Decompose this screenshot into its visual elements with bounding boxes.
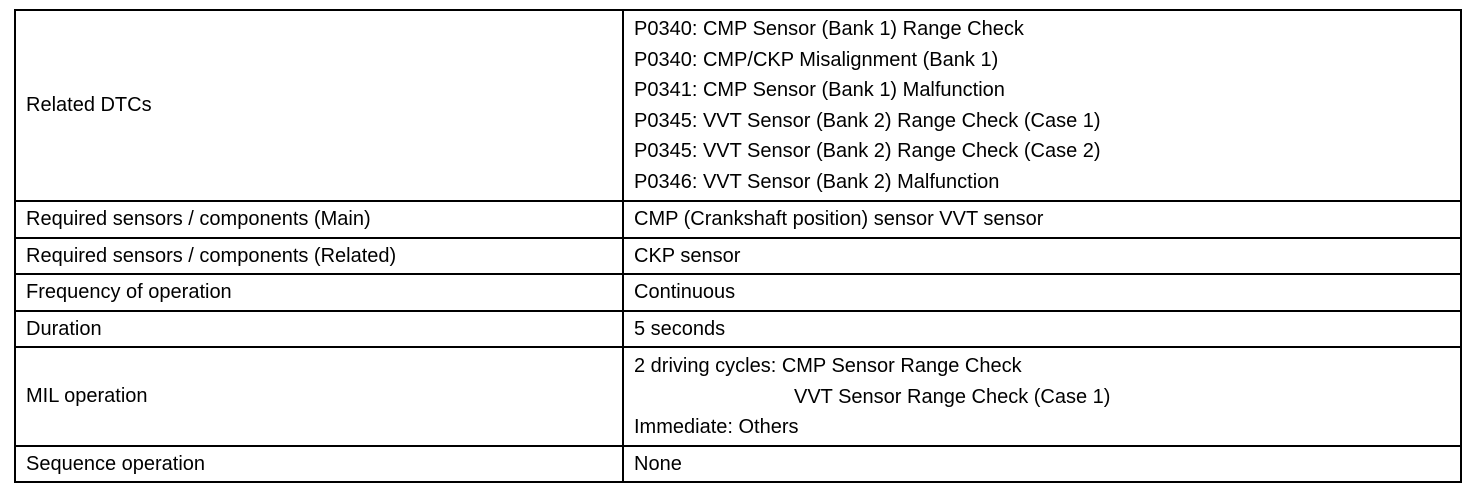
- row-label-related-dtcs: Related DTCs: [15, 10, 623, 201]
- table-row: [15, 10, 1461, 201]
- row-label-sequence: Sequence operation: [15, 446, 623, 483]
- row-label-mil-operation: MIL operation: [15, 347, 623, 446]
- row-label-required-related: Required sensors / components (Related): [15, 238, 623, 275]
- table-row: [15, 238, 1461, 275]
- mil-operation-value: [623, 347, 1461, 446]
- mil-line-indented: VVT Sensor Range Check (Case 1): [794, 385, 1111, 408]
- table-row: [15, 446, 1461, 483]
- row-label-frequency: Frequency of operation: [15, 274, 623, 311]
- dtc-item: P0345: VVT Sensor (Bank 2) Range Check (Case 2): [634, 140, 1101, 162]
- table-row: [15, 201, 1461, 238]
- row-label-duration: Duration: [15, 311, 623, 348]
- mil-line: 2 driving cycles: CMP Sensor Range Check: [634, 355, 1022, 377]
- frequency-value: Continuous: [623, 274, 1461, 311]
- dtc-item: P0345: VVT Sensor (Bank 2) Range Check (Case 1): [634, 109, 1101, 132]
- related-dtcs-list: [623, 10, 1461, 201]
- dtc-item: P0340: CMP/CKP Misalignment (Bank 1): [634, 48, 999, 71]
- dtc-item: P0341: CMP Sensor (Bank 1) Malfunction: [634, 79, 1005, 101]
- dtc-item: P0340: CMP Sensor (Bank 1) Range Check: [634, 18, 1024, 40]
- sequence-value: None: [623, 446, 1461, 483]
- table-row: [15, 311, 1461, 348]
- required-related-value: CKP sensor: [623, 238, 1461, 275]
- dtc-info-table: [14, 9, 1462, 483]
- mil-line: Immediate: Others: [634, 416, 799, 438]
- required-main-value: CMP (Crankshaft position) sensor VVT sensor: [623, 201, 1461, 238]
- dtc-item: P0346: VVT Sensor (Bank 2) Malfunction: [634, 170, 1000, 193]
- table-row: [15, 347, 1461, 446]
- table-row: [15, 274, 1461, 311]
- row-label-required-main: Required sensors / components (Main): [15, 201, 623, 238]
- duration-value: 5 seconds: [623, 311, 1461, 348]
